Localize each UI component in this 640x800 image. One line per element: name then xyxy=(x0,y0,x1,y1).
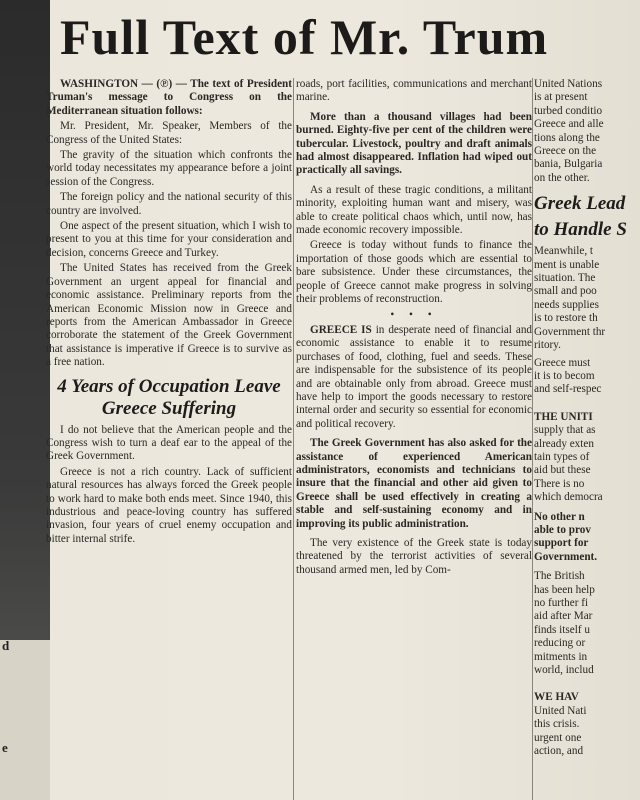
text-line: support for xyxy=(534,537,589,550)
dateline-paragraph: WASHINGTON — (℗) — The text of President Truman's message to Congress on the Mediterranean situation follows: xyxy=(46,78,292,117)
text-line: finds itself u xyxy=(534,623,590,636)
column-1 xyxy=(46,78,292,548)
text-line: turbed conditio xyxy=(534,104,603,117)
paragraph: The very existence of the Greek state is today threatened by the terrorist activities of several thousand armed men, led by Com- xyxy=(296,537,532,576)
paragraph: Mr. President, Mr. Speaker, Members of the Congress of the United States: xyxy=(46,120,292,146)
subheading-line: Greek Lead xyxy=(534,193,626,215)
paragraph: roads, port facilities, communications and merchant marine. xyxy=(296,78,532,104)
bold-paragraph: More than a thousand villages had been burned. Eighty-five per cent of the children were tubercular. Livestock, poultry and draft animals had almost disappeared. Inflation had wiped out practically all savings. xyxy=(296,110,532,177)
text-line: tain types of xyxy=(534,450,590,463)
paragraph: The gravity of the situation which confronts the world today necessitates my appearance before a joint session of the Congress. xyxy=(46,149,292,188)
text-line: mitments in xyxy=(534,650,588,663)
text-line: reducing or xyxy=(534,637,586,650)
text-line: WE HAV xyxy=(534,691,579,704)
paragraph: The United States has received from the Greek Government an urgent appeal for financial and economic assistance. Preliminary reports from the American Economic Mission now in Greece and reports from the American Ambassador in Greece corroborate the statement of the Greek Government that assistance is imperative if Greece is to survive as a free nation. xyxy=(46,262,292,369)
text-line: supply that as xyxy=(534,424,596,437)
text-line: Government. xyxy=(534,550,598,563)
subheading: 4 Years of Occupation Leave Greece Suffering xyxy=(57,375,281,419)
bold-paragraph: The Greek Government has also asked for the assistance of experienced American administrators, economists and technicians to insure that the financial and other aid given to Greece shall be used effectively in creating a stable and self-sustaining economy and in improving its public administration. xyxy=(296,437,532,530)
text-line: small and poo xyxy=(534,285,597,298)
section-break: • • • xyxy=(390,308,438,321)
text-line: tions along the xyxy=(534,131,600,144)
text-line: and self-respec xyxy=(534,383,602,396)
text-line: needs supplies xyxy=(534,298,599,311)
text-line: Meanwhile, t xyxy=(534,245,594,258)
paragraph: Greece is not a rich country. Lack of sufficient natural resources has always forced the Greek people to work hard to make both ends meet. Since 1940, this industrious and peace-loving country has suffered invasion, four years of cruel enemy occupation and bitter internal strife. xyxy=(46,465,292,545)
text-line: Greece on the xyxy=(534,145,597,158)
text-line: There is no xyxy=(534,477,585,490)
text-line: aid but these xyxy=(534,464,591,477)
text-line: situation. The xyxy=(534,272,596,285)
text-line: is to restore th xyxy=(534,312,598,325)
paragraph-text: in desperate need of financial and economic assistance to enable it to resume purchases of food, clothing, fuel and seeds. These are indispensable for the subsistence of its people and are obtainable only from abroad. Greece must have help to import the goods necessary to restore internal order and security so essential for economic and political recovery. xyxy=(296,323,533,430)
text-line: aid after Mar xyxy=(534,610,593,623)
text-line: ment is unable xyxy=(534,258,600,271)
text-line: on the other. xyxy=(534,171,590,184)
lead-in: GREECE IS xyxy=(310,323,372,336)
paragraph xyxy=(296,324,532,431)
text-line: ritory. xyxy=(534,339,561,352)
column-rule xyxy=(293,78,294,800)
text-line: bania, Bulgaria xyxy=(534,158,603,171)
text-line: Government thr xyxy=(534,325,606,338)
column-2 xyxy=(296,78,532,579)
text-line: which democra xyxy=(534,491,603,504)
column-rule xyxy=(532,78,533,800)
subheading-line: to Handle S xyxy=(534,219,627,241)
text-line: Greece and alle xyxy=(534,118,604,131)
text-line: is at present xyxy=(534,91,588,104)
text-line: world, includ xyxy=(534,664,594,677)
headline: Full Text of Mr. Trum xyxy=(60,9,549,65)
adjacent-page-strip xyxy=(0,0,50,800)
text-line: able to prov xyxy=(534,523,591,536)
text-line: United Nati xyxy=(534,704,587,717)
text-line: No other n xyxy=(534,510,585,523)
text-line: has been help xyxy=(534,583,595,596)
text-line: The British xyxy=(534,570,585,583)
text-line: action, and xyxy=(534,745,584,758)
text-line: already exten xyxy=(534,437,594,450)
text-line: THE UNITI xyxy=(534,410,593,423)
paragraph: Greece is today without funds to finance the importation of those goods which are essential to bare subsistence. Under these circumstances, the people of Greece cannot make progress in solving their problems of reconstruction. xyxy=(296,239,532,306)
fragment-letter: d xyxy=(2,638,10,653)
paragraph: I do not believe that the American people and the Congress wish to turn a deaf ear to the appeal of the Greek Government. xyxy=(46,423,292,463)
text-line: urgent one xyxy=(534,731,582,744)
torn-edge xyxy=(0,640,50,800)
paragraph: As a result of these tragic conditions, a militant minority, exploiting human want and misery, was able to create political chaos which, until now, has made economic recovery impossible. xyxy=(296,183,532,237)
fragment-letter: e xyxy=(2,740,8,755)
text-line: it is to becom xyxy=(534,369,595,382)
paragraph: The foreign policy and the national security of this country are involved. xyxy=(46,191,292,217)
text-line: Greece must xyxy=(534,356,591,369)
text-line: United Nations xyxy=(534,78,603,90)
text-line: no further fi xyxy=(534,597,589,609)
text-line: this crisis. xyxy=(534,718,580,731)
column-3 xyxy=(534,78,640,758)
paragraph: One aspect of the present situation, which I wish to present to you at this time for your consideration and decision, concerns Greece and Turkey. xyxy=(46,220,292,259)
